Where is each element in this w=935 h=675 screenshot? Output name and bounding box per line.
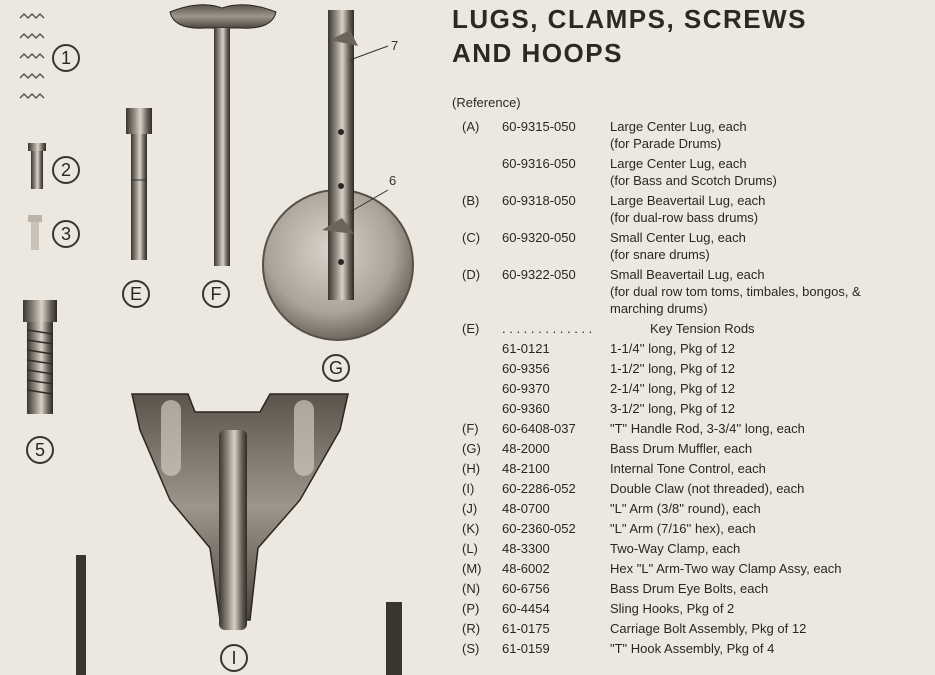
part-number: 60-4454 xyxy=(502,601,550,616)
part-row xyxy=(462,440,932,457)
part-description-main: "L" Arm (3/8'' round), each xyxy=(610,501,761,516)
part-row xyxy=(462,192,932,226)
part-description-note: (for Bass and Scotch Drums) xyxy=(610,173,777,188)
part-description-main: "L" Arm (7/16'' hex), each xyxy=(610,521,756,536)
part-letter: (E) xyxy=(462,321,480,336)
rod-fragment-left xyxy=(76,555,86,675)
part-description-main: Two-Way Clamp, each xyxy=(610,541,741,556)
callout-5: 5 xyxy=(26,436,54,464)
part-description-note: (for dual row tom toms, timbales, bongos, & xyxy=(610,284,861,299)
part-description-main: 1-1/2'' long, Pkg of 12 xyxy=(610,361,735,376)
part-description xyxy=(610,229,932,263)
part-description-main: Small Center Lug, each xyxy=(610,230,746,245)
part-letter: (S) xyxy=(462,641,480,656)
callout-2: 2 xyxy=(52,156,80,184)
part-description xyxy=(610,540,932,557)
part-letter: (C) xyxy=(462,230,481,245)
part-description xyxy=(610,420,932,437)
part-number: 48-3300 xyxy=(502,541,550,556)
part-description-main: Bass Drum Eye Bolts, each xyxy=(610,581,769,596)
page-title-line-2: AND HOOPS xyxy=(452,38,623,68)
part-description-main: Small Beavertail Lug, each xyxy=(610,267,765,282)
part-number: 60-9356 xyxy=(502,361,550,376)
part-letter: (R) xyxy=(462,621,481,636)
part-description-main: Hex "L" Arm-Two way Clamp Assy, each xyxy=(610,561,842,576)
part-number: 60-9370 xyxy=(502,381,550,396)
part-row xyxy=(462,480,932,497)
page-title-line-1: LUGS, CLAMPS, SCREWS xyxy=(452,4,808,34)
part-description xyxy=(610,460,932,477)
part-description-main: "T" Handle Rod, 3-3/4'' long, each xyxy=(610,421,805,436)
part-description xyxy=(610,380,932,397)
part-description xyxy=(610,600,932,617)
part-number: 60-6408-037 xyxy=(502,421,576,436)
part-number: . . . . . . . . . . . . . xyxy=(502,321,593,336)
part-description-main: 1-1/4'' long, Pkg of 12 xyxy=(610,341,735,356)
part-description xyxy=(610,480,932,497)
part-number: 48-2100 xyxy=(502,461,550,476)
part-description-main: Large Center Lug, each xyxy=(610,119,747,134)
part-letter: (A) xyxy=(462,119,480,134)
part-description xyxy=(650,320,932,337)
part-row xyxy=(462,540,932,557)
part-row xyxy=(462,620,932,637)
part-description-main: Internal Tone Control, each xyxy=(610,461,766,476)
part-description-main: Large Center Lug, each xyxy=(610,156,747,171)
part-description xyxy=(610,360,932,377)
label-7: 7 xyxy=(391,38,399,53)
part-number: 60-9322-050 xyxy=(502,267,576,282)
part-row xyxy=(462,500,932,517)
part-number: 60-9360 xyxy=(502,401,550,416)
part-description-main: Bass Drum Muffler, each xyxy=(610,441,753,456)
part-description xyxy=(610,340,932,357)
part-description-main: 2-1/4'' long, Pkg of 12 xyxy=(610,381,735,396)
part-letter: (B) xyxy=(462,193,480,208)
callout-1: 1 xyxy=(52,44,80,72)
part-letter: (F) xyxy=(462,421,479,436)
part-description xyxy=(610,500,932,517)
part-description-note: (for snare drums) xyxy=(610,247,710,262)
part-row xyxy=(462,229,932,263)
callout-i: I xyxy=(220,644,248,672)
part-row xyxy=(462,560,932,577)
part-letter: (K) xyxy=(462,521,480,536)
rod-fragment-right xyxy=(386,602,402,675)
part-letter: (H) xyxy=(462,461,481,476)
part-row xyxy=(462,320,932,337)
part-letter: (L) xyxy=(462,541,478,556)
part-description-note: (for dual-row bass drums) xyxy=(610,210,759,225)
part-letter xyxy=(462,360,502,377)
part-number: 60-2286-052 xyxy=(502,481,576,496)
part-description xyxy=(610,192,932,226)
part-letter: (G) xyxy=(462,441,481,456)
part-number: 60-6756 xyxy=(502,581,550,596)
part-row xyxy=(462,360,932,377)
tension-rod xyxy=(126,108,152,260)
part-description-main: Large Beavertail Lug, each xyxy=(610,193,766,208)
part-description xyxy=(610,620,932,637)
part-description xyxy=(610,440,932,457)
part-description-main: Key Tension Rods xyxy=(650,321,755,336)
part-description xyxy=(610,580,932,597)
part-row xyxy=(462,266,932,317)
part-row xyxy=(462,420,932,437)
part-description xyxy=(610,560,932,577)
t-handle-rod xyxy=(170,5,276,266)
part-row xyxy=(462,640,932,657)
part-letter: (M) xyxy=(462,561,482,576)
part-row xyxy=(462,520,932,537)
part-number: 61-0175 xyxy=(502,621,550,636)
part-description-main: Double Claw (not threaded), each xyxy=(610,481,805,496)
part-description xyxy=(610,640,932,657)
parts-list xyxy=(462,118,932,660)
part-letter xyxy=(462,155,502,189)
part-number: 60-9316-050 xyxy=(502,156,576,171)
part-description xyxy=(610,266,932,317)
part-description xyxy=(610,155,932,189)
part-description-main: Sling Hooks, Pkg of 2 xyxy=(610,601,735,616)
part-number: 48-0700 xyxy=(502,501,550,516)
part-number: 60-9315-050 xyxy=(502,119,576,134)
parts-illustration xyxy=(0,0,440,675)
part-letter: (J) xyxy=(462,501,478,516)
part-description xyxy=(610,118,932,152)
part-row xyxy=(462,460,932,477)
double-claw xyxy=(132,394,348,630)
part-letter: (N) xyxy=(462,581,481,596)
part-row xyxy=(462,400,932,417)
part-letter: (P) xyxy=(462,601,480,616)
part-letter: (I) xyxy=(462,481,475,496)
part-number: 61-0159 xyxy=(502,641,550,656)
part-row xyxy=(462,340,932,357)
part-row xyxy=(462,155,932,189)
part-letter xyxy=(462,340,502,357)
part-number: 48-6002 xyxy=(502,561,550,576)
reference-label: (Reference) xyxy=(452,95,521,110)
callout-g: G xyxy=(322,354,350,382)
part-number: 60-9318-050 xyxy=(502,193,576,208)
page-title xyxy=(452,2,807,70)
part-description-main: "T" Hook Assembly, Pkg of 4 xyxy=(610,641,775,656)
part-row xyxy=(462,380,932,397)
label-6: 6 xyxy=(389,173,397,188)
threaded-bolt xyxy=(23,300,57,414)
part-description-note: (for Parade Drums) xyxy=(610,136,722,151)
part-row xyxy=(462,118,932,152)
part-number: 60-2360-052 xyxy=(502,521,576,536)
part-row xyxy=(462,580,932,597)
part-letter xyxy=(462,400,502,417)
part-number: 48-2000 xyxy=(502,441,550,456)
part-description xyxy=(610,520,932,537)
part-description-note: marching drums) xyxy=(610,301,708,316)
part-description-main: Carriage Bolt Assembly, Pkg of 12 xyxy=(610,621,807,636)
small-bolt xyxy=(28,143,46,189)
part-letter xyxy=(462,380,502,397)
spring-pile xyxy=(20,14,44,98)
part-row xyxy=(462,600,932,617)
part-description xyxy=(610,400,932,417)
part-number: 60-9320-050 xyxy=(502,230,576,245)
part-number: 61-0121 xyxy=(502,341,550,356)
tiny-screw xyxy=(28,215,42,250)
part-description-main: 3-1/2'' long, Pkg of 12 xyxy=(610,401,735,416)
callout-3: 3 xyxy=(52,220,80,248)
part-letter: (D) xyxy=(462,267,481,282)
callout-f: F xyxy=(202,280,230,308)
callout-e: E xyxy=(122,280,150,308)
